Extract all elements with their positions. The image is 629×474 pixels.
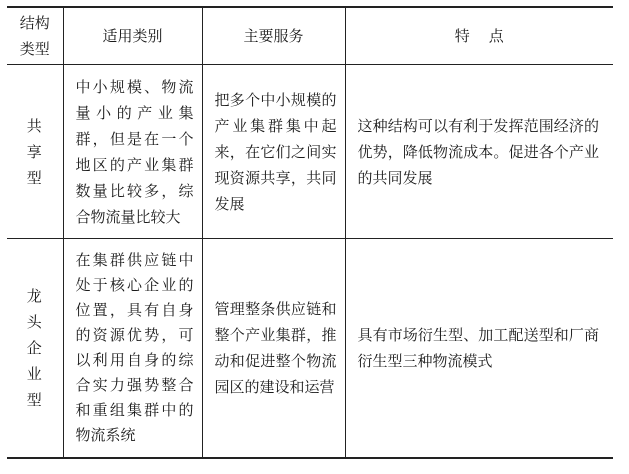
- row-type-char: 型: [26, 168, 43, 187]
- row-type-shared: [7, 65, 63, 239]
- header-category: 适用类别: [63, 7, 202, 65]
- service-type-table: [7, 6, 613, 459]
- header-service: 主要服务: [202, 7, 345, 65]
- header-structure-type-line-1: 结构: [19, 14, 50, 32]
- table-row: [7, 239, 613, 458]
- header-structure-type: [7, 7, 63, 65]
- row-feature-cell: 这种结构可以有利于发挥范围经济的优势，降低物流成本。促进各个产业的共同发展: [345, 65, 613, 239]
- row-type-char: 业: [26, 364, 43, 383]
- row-type-char: 头: [26, 312, 43, 331]
- row-type-char: 型: [26, 390, 43, 409]
- header-feature: 特 点: [345, 7, 613, 65]
- header-structure-type-line-2: 类型: [19, 40, 50, 58]
- table-row: [7, 65, 613, 239]
- row-feature-cell: 具有市场衍生型、加工配送型和厂商衍生型三种物流模式: [345, 239, 613, 458]
- row-category-cell: 中小规模、物流量小的产业集群，但是在一个地区的产业集群数量比较多，综合物流量比较大: [63, 65, 202, 239]
- row-category-cell: 在集群供应链中处于核心企业的位置，具有自身的资源优势，可以利用自身的综合实力强势整合和重组集群中的物流系统: [63, 239, 202, 458]
- table-header-row: [7, 7, 613, 65]
- row-service-cell: 把多个中小规模的产业集群集中起来，在它们之间实现资源共享，共同发展: [202, 65, 345, 239]
- row-type-char: 企: [26, 338, 43, 357]
- row-type-leader: [7, 239, 63, 458]
- row-type-char: 享: [26, 142, 43, 161]
- row-type-char: 龙: [26, 286, 43, 305]
- row-type-char: 共: [26, 116, 43, 135]
- row-service-cell: 管理整条供应链和整个产业集群，推动和促进整个物流园区的建设和运营: [202, 239, 345, 458]
